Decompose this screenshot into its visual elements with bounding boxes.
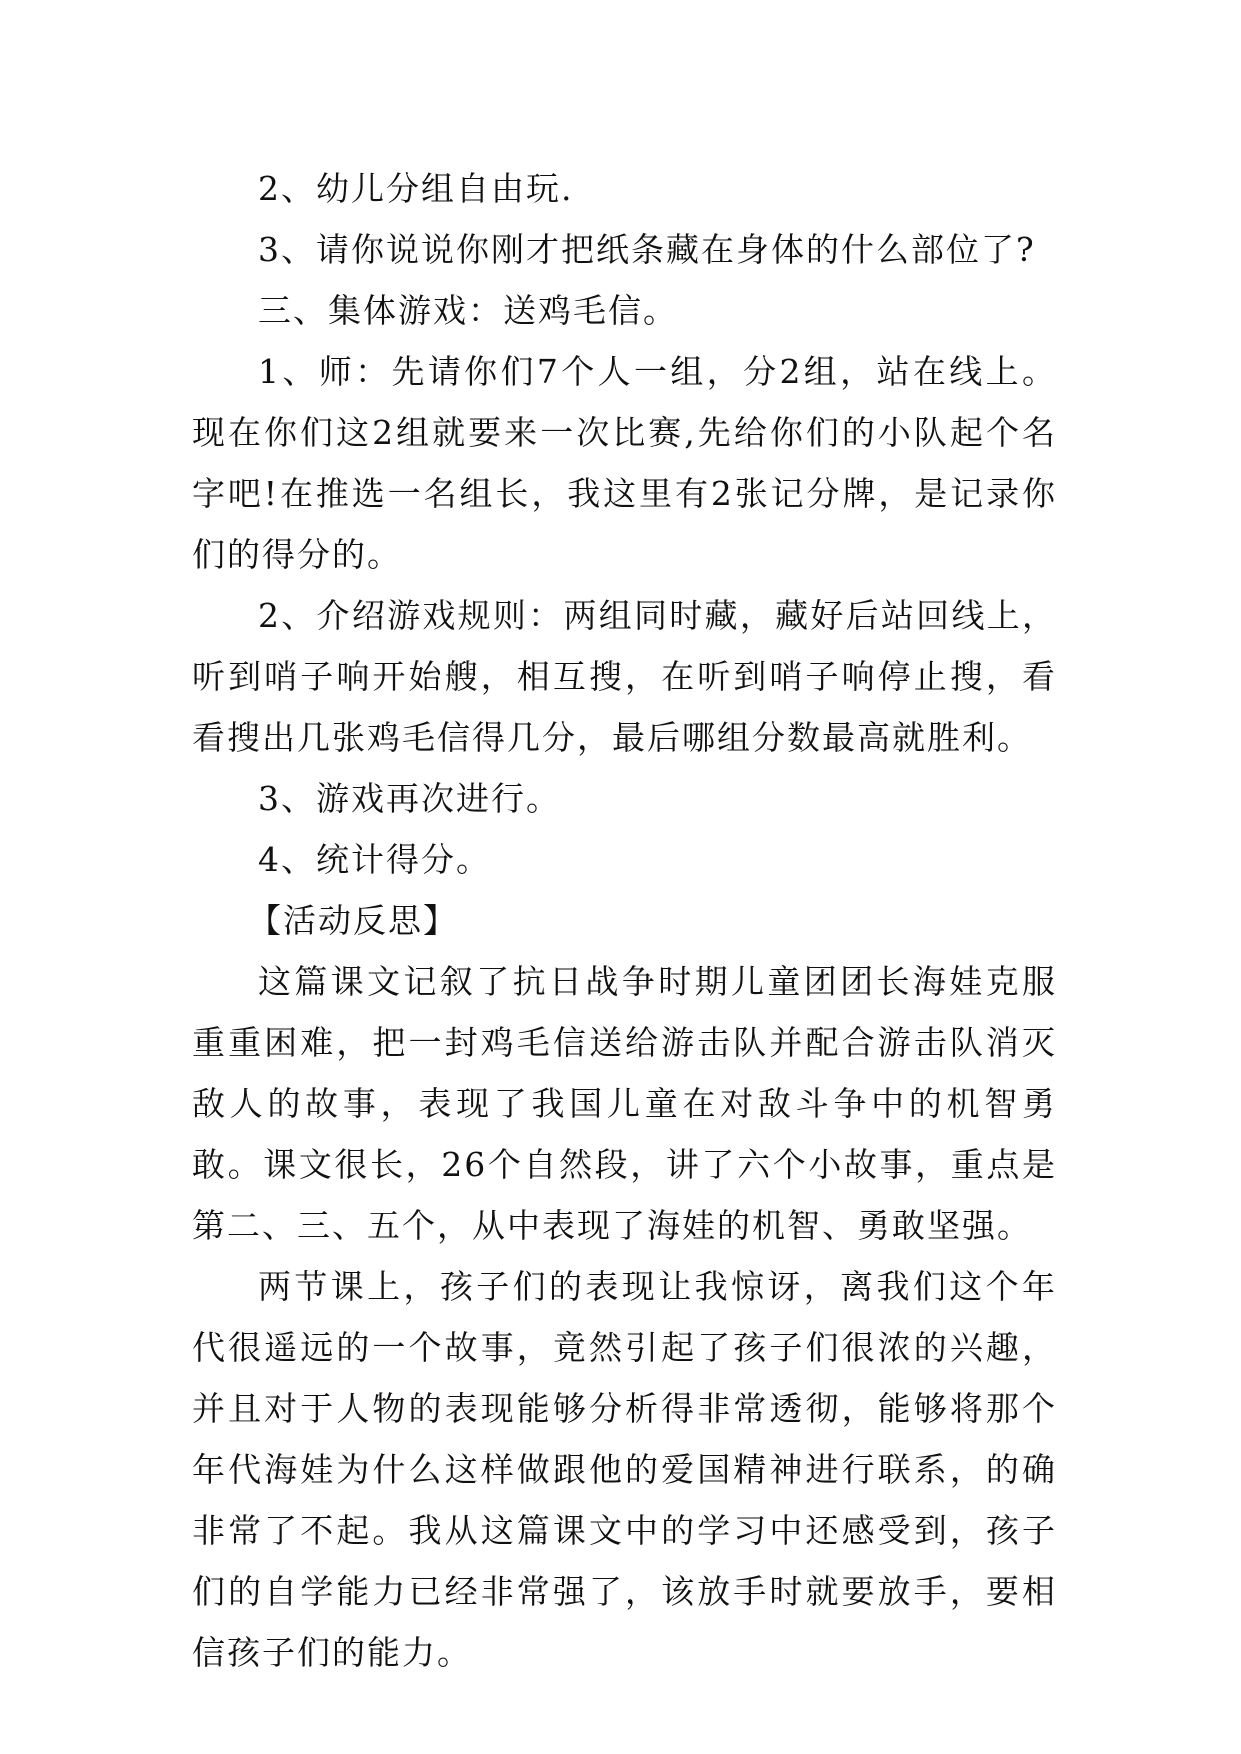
- paragraph-game-step-3: 3、游戏再次进行。: [258, 779, 561, 818]
- paragraph-reflection-1: 这篇课文记叙了抗日战争时期儿童团团长海娃克服重重困难，把一封鸡毛信送给游击队并配合游击队消灭敌人的故事，表现了我国儿童在对敌斗争中的机智勇敢。课文很长，26个自然段，讲了六个小故事，重点是第二、三、五个，从中表现了海娃的机智、勇敢坚强。: [192, 962, 1057, 1245]
- document-body: [192, 158, 1057, 1683]
- section-heading-reflection: 【活动反思】: [248, 901, 458, 940]
- paragraph-game-rules: 2、介绍游戏规则：两组同时藏，藏好后站回线上，听到哨子响开始艘，相互搜，在听到哨子响停止搜，看看搜出几张鸡毛信得几分，最后哪组分数最高就胜利。: [192, 596, 1057, 757]
- paragraph-game-step-1: 1、师：先请你们7个人一组，分2组，站在线上。现在你们这2组就要来一次比赛,先给你们的小队起个名字吧!在推选一名组长，我这里有2张记分牌，是记录你们的得分的。: [192, 352, 1057, 574]
- paragraph-step-3: 3、请你说说你刚才把纸条藏在身体的什么部位了?: [258, 230, 1036, 269]
- paragraph-reflection-2: 两节课上，孩子们的表现让我惊讶，离我们这个年代很遥远的一个故事，竟然引起了孩子们很浓的兴趣，并且对于人物的表现能够分析得非常透彻，能够将那个年代海娃为什么这样做跟他的爱国精神进行联系，的确非常了不起。我从这篇课文中的学习中还感受到，孩子们的自学能力已经非常强了，该放手时就要放手，要相信孩子们的能力。: [192, 1267, 1057, 1672]
- section-heading-group-game: 三、集体游戏：送鸡毛信。: [258, 291, 678, 330]
- paragraph-game-step-4: 4、统计得分。: [258, 840, 491, 879]
- paragraph-step-2: 2、幼儿分组自由玩.: [258, 169, 574, 208]
